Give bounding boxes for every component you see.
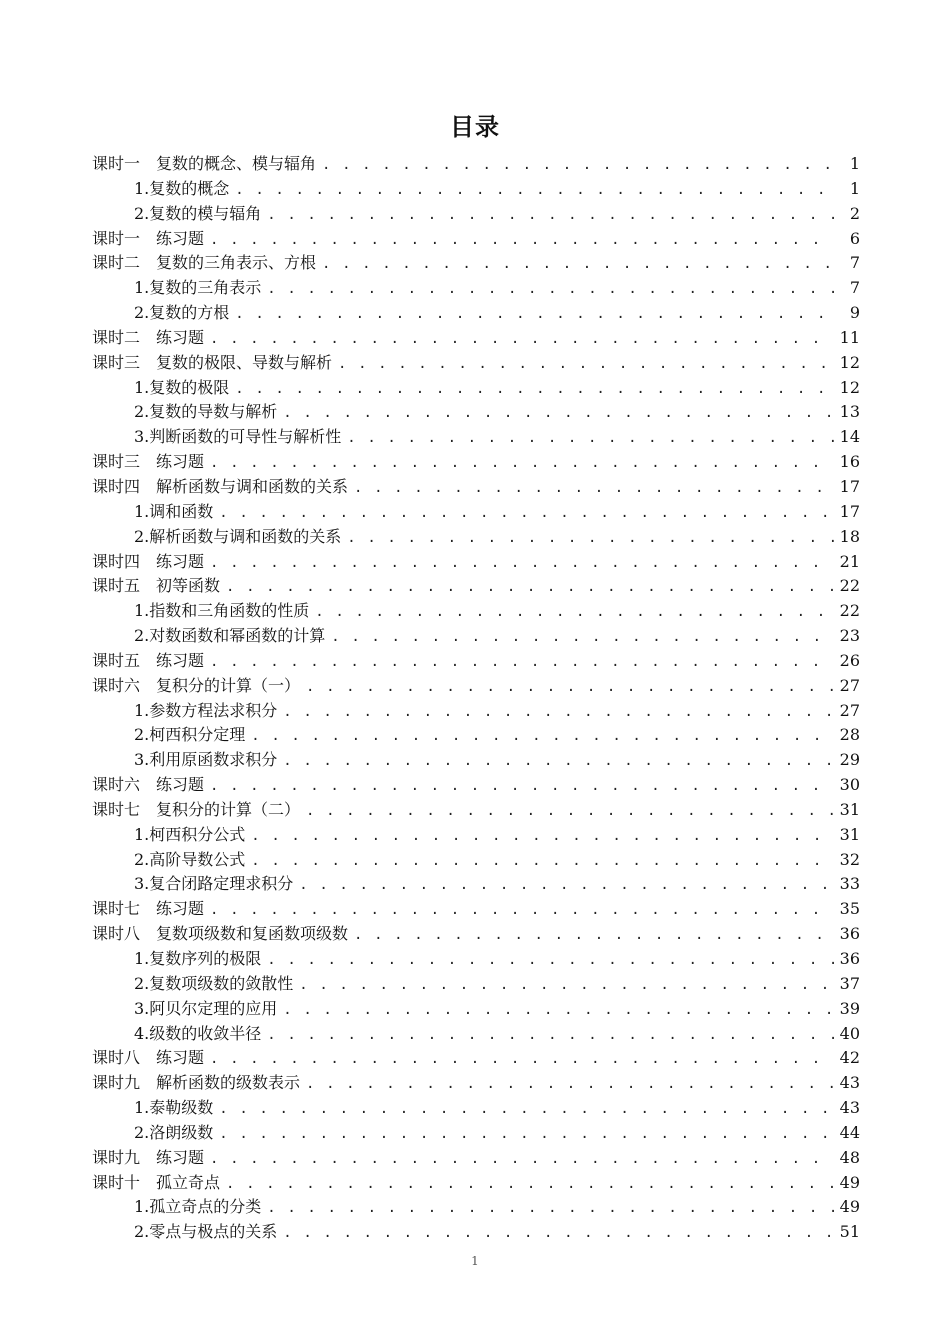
toc-entry-title: 1.复数的极限 bbox=[134, 377, 230, 397]
toc-entry-title: 2.复数项级数的敛散性 bbox=[134, 973, 294, 993]
toc-entry-title: 课时三 练习题 bbox=[92, 452, 205, 472]
toc-entry-title: 课时一 练习题 bbox=[92, 228, 205, 248]
toc-entry[interactable] bbox=[92, 1046, 860, 1071]
toc-entry-page-number: 39 bbox=[839, 998, 860, 1018]
dot-leader bbox=[338, 352, 834, 377]
dot-leader bbox=[322, 252, 834, 277]
toc-entry-page-number: 26 bbox=[839, 650, 860, 670]
toc-entry-page-number: 12 bbox=[839, 377, 860, 397]
toc-entry-title: 课时八 练习题 bbox=[92, 1048, 205, 1068]
toc-entry[interactable] bbox=[92, 748, 860, 773]
toc-entry[interactable] bbox=[92, 1171, 860, 1196]
toc-entry-page-number: 31 bbox=[839, 799, 860, 819]
dot-leader bbox=[210, 1047, 834, 1072]
dot-leader bbox=[210, 774, 834, 799]
toc-entry-title: 课时三 复数的极限、导数与解析 bbox=[92, 352, 333, 372]
toc-entry-page-number: 7 bbox=[849, 278, 860, 298]
toc-entry-page-number: 30 bbox=[839, 775, 860, 795]
toc-entry[interactable] bbox=[92, 1022, 860, 1047]
toc-entry[interactable] bbox=[92, 872, 860, 897]
dot-leader bbox=[283, 700, 833, 725]
toc-entry[interactable] bbox=[92, 525, 860, 550]
toc-entry-page-number: 42 bbox=[839, 1048, 860, 1068]
toc-entry-page-number: 7 bbox=[849, 253, 860, 273]
dot-leader bbox=[226, 1172, 834, 1197]
toc-entry-title: 2.柯西积分定理 bbox=[134, 725, 246, 745]
dot-leader bbox=[235, 302, 834, 327]
dot-leader bbox=[235, 178, 834, 203]
toc-entry-title: 1.柯西积分公式 bbox=[134, 824, 246, 844]
dot-leader bbox=[315, 600, 833, 625]
toc-entry-title: 课时五 练习题 bbox=[92, 650, 205, 670]
toc-entry[interactable] bbox=[92, 674, 860, 699]
toc-entry-page-number: 32 bbox=[839, 849, 860, 869]
toc-entry-title: 课时五 初等函数 bbox=[92, 576, 221, 596]
toc-entry[interactable] bbox=[92, 326, 860, 351]
toc-entry[interactable] bbox=[92, 227, 860, 252]
toc-entry-title: 2.对数函数和幂函数的计算 bbox=[134, 626, 326, 646]
toc-entry-page-number: 49 bbox=[839, 1197, 860, 1217]
toc-entry-page-number: 22 bbox=[839, 576, 860, 596]
toc-entry-page-number: 17 bbox=[839, 476, 860, 496]
toc-entry-title: 3.阿贝尔定理的应用 bbox=[134, 998, 278, 1018]
dot-leader bbox=[347, 526, 833, 551]
toc-entry-title: 2.复数的方根 bbox=[134, 303, 230, 323]
toc-entry-page-number: 14 bbox=[839, 427, 860, 447]
toc-entry-title: 2.高阶导数公式 bbox=[134, 849, 246, 869]
toc-entry[interactable] bbox=[92, 997, 860, 1022]
dot-leader bbox=[306, 1072, 834, 1097]
toc-entry[interactable] bbox=[92, 574, 860, 599]
dot-leader bbox=[226, 575, 834, 600]
toc-entry[interactable] bbox=[92, 450, 860, 475]
dot-leader bbox=[267, 1196, 833, 1221]
dot-leader bbox=[210, 1147, 834, 1172]
dot-leader bbox=[219, 1122, 833, 1147]
toc-entry-title: 课时六 练习题 bbox=[92, 775, 205, 795]
toc-entry[interactable] bbox=[92, 500, 860, 525]
dot-leader bbox=[306, 799, 834, 824]
toc-entry[interactable] bbox=[92, 1096, 860, 1121]
toc-entry-page-number: 18 bbox=[839, 526, 860, 546]
toc-entry-title: 课时九 解析函数的级数表示 bbox=[92, 1073, 301, 1093]
dot-leader bbox=[347, 426, 833, 451]
toc-entry-title: 课时八 复数项级数和复函数项级数 bbox=[92, 924, 349, 944]
toc-entry[interactable] bbox=[92, 1195, 860, 1220]
toc-entry[interactable] bbox=[92, 152, 860, 177]
dot-leader bbox=[331, 625, 833, 650]
toc-entry-title: 1.指数和三角函数的性质 bbox=[134, 601, 310, 621]
toc-entry-page-number: 1 bbox=[849, 154, 860, 173]
dot-leader bbox=[267, 948, 833, 973]
toc-entry-title: 课时一 复数的概念、模与辐角 bbox=[92, 154, 317, 173]
toc-entry-title: 课时四 练习题 bbox=[92, 551, 205, 571]
toc-entry[interactable] bbox=[92, 922, 860, 947]
toc-entry-title: 3.复合闭路定理求积分 bbox=[134, 874, 294, 894]
toc-entry-title: 2.解析函数与调和函数的关系 bbox=[134, 526, 342, 546]
dot-leader bbox=[251, 849, 833, 874]
toc-entry-page-number: 27 bbox=[839, 700, 860, 720]
dot-leader bbox=[306, 675, 834, 700]
toc-entry-page-number: 11 bbox=[839, 327, 860, 347]
toc-entry[interactable] bbox=[92, 301, 860, 326]
toc-entry-page-number: 28 bbox=[839, 725, 860, 745]
toc-title: 目录 bbox=[450, 113, 500, 141]
toc-entry-title: 2.洛朗级数 bbox=[134, 1122, 214, 1142]
dot-leader bbox=[219, 1097, 833, 1122]
toc-entry[interactable] bbox=[92, 425, 860, 450]
toc-entry-page-number: 37 bbox=[839, 973, 860, 993]
dot-leader bbox=[299, 973, 833, 998]
toc-entry-title: 课时十 孤立奇点 bbox=[92, 1172, 221, 1192]
toc-entry-page-number: 21 bbox=[839, 551, 860, 571]
toc-entry-page-number: 49 bbox=[839, 1172, 860, 1192]
toc-entry[interactable] bbox=[92, 649, 860, 674]
toc-entry[interactable] bbox=[92, 624, 860, 649]
toc-entry[interactable] bbox=[92, 599, 860, 624]
toc-entry-title: 1.复数序列的极限 bbox=[134, 949, 262, 968]
toc-entry-title: 课时四 解析函数与调和函数的关系 bbox=[92, 476, 349, 496]
dot-leader bbox=[210, 451, 834, 476]
toc-entry-title: 4.级数的收敛半径 bbox=[134, 1023, 262, 1043]
toc-entry-title: 1.泰勒级数 bbox=[134, 1098, 214, 1118]
toc-entry-title: 课时九 练习题 bbox=[92, 1147, 205, 1167]
dot-leader bbox=[283, 998, 833, 1023]
dot-leader bbox=[267, 277, 834, 302]
dot-leader bbox=[210, 898, 834, 923]
toc-entry[interactable] bbox=[92, 177, 860, 202]
toc-entry-title: 3.判断函数的可导性与解析性 bbox=[134, 427, 342, 447]
dot-leader bbox=[267, 1023, 833, 1048]
toc-entry-title: 1.调和函数 bbox=[134, 501, 214, 521]
toc-entry[interactable] bbox=[92, 773, 860, 798]
toc-entry-title: 课时七 复积分的计算（二） bbox=[92, 799, 301, 819]
toc-entry[interactable] bbox=[92, 972, 860, 997]
dot-leader bbox=[210, 327, 834, 352]
dot-leader bbox=[283, 401, 833, 426]
dot-leader bbox=[299, 873, 833, 898]
toc-entry-page-number: 16 bbox=[839, 452, 860, 472]
toc-entry-page-number: 43 bbox=[839, 1073, 860, 1093]
dot-leader bbox=[283, 749, 833, 774]
toc-entry[interactable] bbox=[92, 848, 860, 873]
dot-leader bbox=[283, 1221, 833, 1246]
toc-entry[interactable] bbox=[92, 376, 860, 401]
toc-entry[interactable] bbox=[92, 897, 860, 922]
toc-entry-page-number: 22 bbox=[839, 601, 860, 621]
toc-entry[interactable] bbox=[92, 699, 860, 724]
toc-entry-page-number: 44 bbox=[839, 1122, 860, 1142]
toc-entry[interactable] bbox=[92, 276, 860, 301]
toc-entry[interactable] bbox=[92, 351, 860, 376]
toc-entry-page-number: 43 bbox=[839, 1098, 860, 1118]
toc-entry-title: 课时六 复积分的计算（一） bbox=[92, 675, 301, 695]
toc-entry-page-number: 48 bbox=[839, 1147, 860, 1167]
toc-entry-page-number: 9 bbox=[849, 303, 860, 323]
toc-entry-page-number: 17 bbox=[839, 501, 860, 521]
dot-leader bbox=[267, 203, 834, 228]
toc-entry[interactable] bbox=[92, 823, 860, 848]
toc-entry-page-number: 1 bbox=[849, 178, 860, 198]
toc-entry-page-number: 2 bbox=[849, 203, 860, 223]
toc-entry[interactable] bbox=[92, 251, 860, 276]
toc-entry-title: 1.孤立奇点的分类 bbox=[134, 1197, 262, 1217]
toc-entry-page-number: 12 bbox=[839, 352, 860, 372]
toc-entry-page-number: 40 bbox=[839, 1023, 860, 1043]
toc-entry-title: 课时七 练习题 bbox=[92, 899, 205, 919]
dot-leader bbox=[354, 476, 834, 501]
toc-entry-page-number: 36 bbox=[839, 949, 860, 968]
toc-entry[interactable] bbox=[92, 400, 860, 425]
table-of-contents bbox=[92, 152, 860, 1245]
dot-leader bbox=[235, 377, 833, 402]
dot-leader bbox=[219, 501, 833, 526]
toc-entry[interactable] bbox=[92, 723, 860, 748]
toc-entry-page-number: 29 bbox=[839, 750, 860, 770]
toc-entry-page-number: 33 bbox=[839, 874, 860, 894]
toc-entry[interactable] bbox=[92, 202, 860, 227]
toc-entry-page-number: 23 bbox=[839, 626, 860, 646]
toc-entry-page-number: 51 bbox=[839, 1222, 860, 1242]
toc-entry-title: 课时二 练习题 bbox=[92, 327, 205, 347]
toc-entry-title: 1.参数方程法求积分 bbox=[134, 700, 278, 720]
toc-entry[interactable] bbox=[92, 798, 860, 823]
toc-entry-title: 2.复数的导数与解析 bbox=[134, 402, 278, 422]
toc-entry-title: 3.利用原函数求积分 bbox=[134, 750, 278, 770]
toc-entry-page-number: 6 bbox=[849, 228, 860, 248]
dot-leader bbox=[210, 228, 834, 253]
toc-entry-page-number: 36 bbox=[839, 924, 860, 944]
toc-entry[interactable] bbox=[92, 947, 860, 972]
dot-leader bbox=[210, 650, 834, 675]
toc-entry-title: 1.复数的概念 bbox=[134, 178, 230, 198]
toc-entry-title: 2.复数的模与辐角 bbox=[134, 203, 262, 223]
toc-entry-title: 课时二 复数的三角表示、方根 bbox=[92, 253, 317, 273]
toc-entry[interactable] bbox=[92, 1121, 860, 1146]
toc-entry-page-number: 27 bbox=[839, 675, 860, 695]
toc-entry[interactable] bbox=[92, 1146, 860, 1171]
toc-entry-title: 1.复数的三角表示 bbox=[134, 278, 262, 298]
dot-leader bbox=[210, 551, 834, 576]
toc-entry[interactable] bbox=[92, 475, 860, 500]
toc-entry[interactable] bbox=[92, 1071, 860, 1096]
dot-leader bbox=[251, 724, 833, 749]
toc-entry-page-number: 13 bbox=[839, 402, 860, 422]
toc-entry[interactable] bbox=[92, 550, 860, 575]
dot-leader bbox=[251, 824, 833, 849]
page-number: 1 bbox=[471, 1254, 479, 1268]
toc-entry-title: 2.零点与极点的关系 bbox=[134, 1222, 278, 1242]
toc-entry-page-number: 35 bbox=[839, 899, 860, 919]
dot-leader bbox=[322, 153, 834, 178]
toc-entry[interactable] bbox=[92, 1220, 860, 1245]
toc-entry-page-number: 31 bbox=[839, 824, 860, 844]
dot-leader bbox=[354, 923, 834, 948]
